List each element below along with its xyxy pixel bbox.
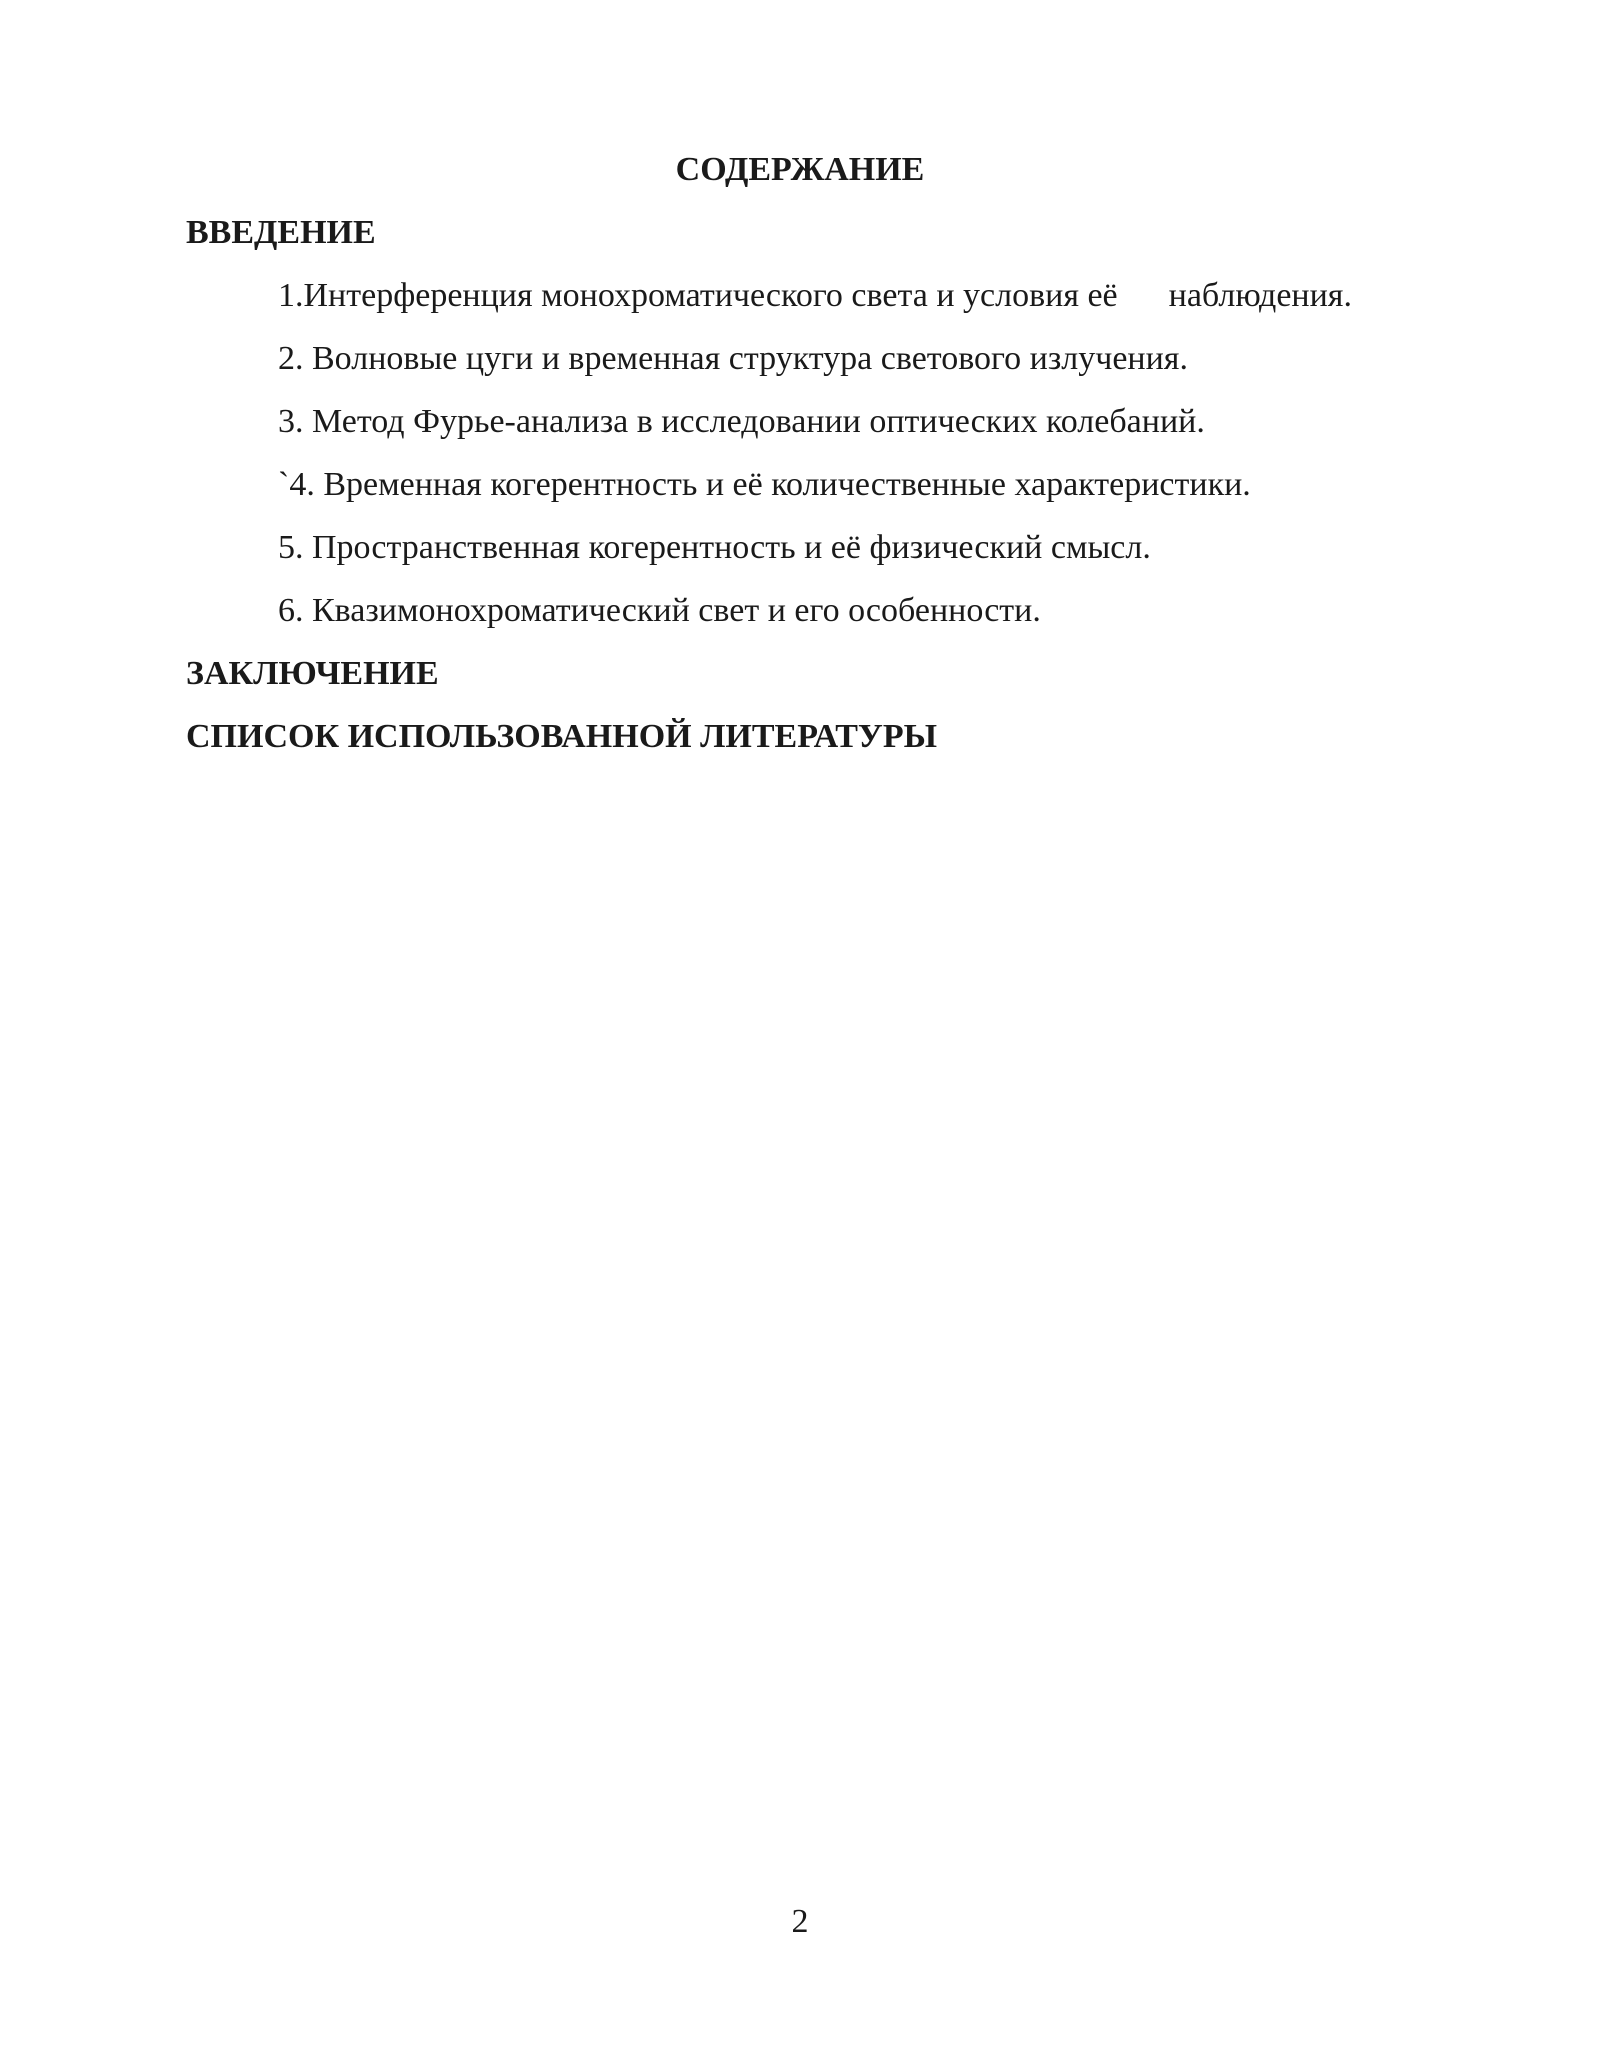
toc-heading-introduction: ВВЕДЕНИЕ	[186, 214, 376, 251]
toc-heading-references: СПИСОК ИСПОЛЬЗОВАННОЙ ЛИТЕРАТУРЫ	[186, 718, 937, 755]
toc-item: 5. Пространственная когерентность и её физический смысл.	[278, 529, 1151, 566]
toc-title	[0, 148, 1600, 192]
page-number	[0, 1900, 1600, 1944]
toc-heading-conclusion: ЗАКЛЮЧЕНИЕ	[186, 655, 439, 692]
page-number-text: 2	[791, 1903, 809, 1940]
toc-item: `4. Временная когерентность и её количественные характеристики.	[278, 466, 1251, 503]
toc-title-text: СОДЕРЖАНИЕ	[675, 151, 925, 188]
toc-item: 2. Волновые цуги и временная структура светового излучения.	[278, 340, 1188, 377]
toc-item: 1.Интерференция монохроматического света и условия её наблюдения.	[278, 277, 1352, 314]
toc-item: 3. Метод Фурье-анализа в исследовании оптических колебаний.	[278, 403, 1205, 440]
toc-item: 6. Квазимонохроматический свет и его особенности.	[278, 592, 1041, 629]
